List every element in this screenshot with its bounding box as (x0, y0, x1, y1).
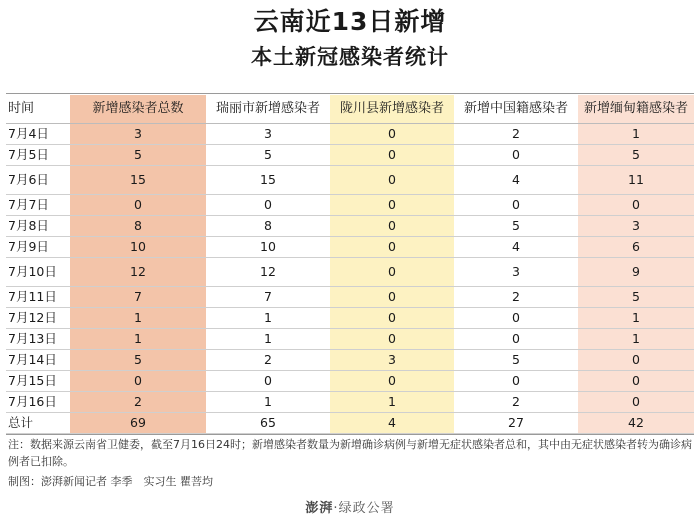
cell-chinese: 27 (454, 413, 578, 434)
cell-chinese: 4 (454, 237, 578, 258)
table-row (6, 350, 694, 371)
credit-line: 制图：澎湃新闻记者 李季 实习生 瞿菩均 (8, 475, 213, 488)
table-row (6, 216, 694, 237)
cell-longchuan: 0 (330, 237, 454, 258)
table-row (6, 166, 694, 195)
cell-chinese: 0 (454, 308, 578, 329)
cell-chinese: 4 (454, 166, 578, 195)
cell-longchuan: 0 (330, 287, 454, 308)
cell-time: 7月11日 (6, 287, 70, 308)
cell-chinese: 5 (454, 216, 578, 237)
table-row (6, 392, 694, 413)
table-row (6, 287, 694, 308)
brand-sub: 绿政公署 (338, 501, 395, 516)
cell-total: 12 (70, 258, 206, 287)
table-top-rule (6, 93, 694, 94)
cell-chinese: 5 (454, 350, 578, 371)
cell-myanmar: 0 (578, 371, 694, 392)
cell-myanmar: 1 (578, 308, 694, 329)
cell-myanmar: 1 (578, 329, 694, 350)
cell-chinese: 0 (454, 329, 578, 350)
cell-total: 10 (70, 237, 206, 258)
brand-main: 澎湃 (305, 501, 334, 516)
page-title: 云南近13日新增 (253, 7, 447, 36)
cell-time: 7月10日 (6, 258, 70, 287)
cell-longchuan: 0 (330, 145, 454, 166)
cell-ruili: 1 (206, 392, 330, 413)
cell-total: 69 (70, 413, 206, 434)
cell-chinese: 2 (454, 287, 578, 308)
cell-total: 15 (70, 166, 206, 195)
cell-longchuan: 0 (330, 195, 454, 216)
cell-myanmar: 3 (578, 216, 694, 237)
cell-myanmar: 9 (578, 258, 694, 287)
cell-longchuan: 3 (330, 350, 454, 371)
cell-longchuan: 0 (330, 124, 454, 145)
cell-total: 1 (70, 329, 206, 350)
cell-myanmar: 6 (578, 237, 694, 258)
cell-longchuan: 0 (330, 166, 454, 195)
cell-myanmar: 5 (578, 287, 694, 308)
cell-total: 5 (70, 350, 206, 371)
cell-ruili: 3 (206, 124, 330, 145)
cell-ruili: 65 (206, 413, 330, 434)
cell-ruili: 7 (206, 287, 330, 308)
cell-time: 7月5日 (6, 145, 70, 166)
brand-logo (0, 497, 700, 516)
stats-table (6, 95, 694, 434)
brand-separator: · (333, 501, 339, 516)
cell-ruili: 1 (206, 329, 330, 350)
table-row (6, 145, 694, 166)
cell-time: 7月13日 (6, 329, 70, 350)
cell-ruili: 2 (206, 350, 330, 371)
table-header-row (6, 95, 694, 124)
cell-ruili: 0 (206, 371, 330, 392)
cell-time: 7月9日 (6, 237, 70, 258)
cell-longchuan: 0 (330, 216, 454, 237)
table-row (6, 124, 694, 145)
cell-total: 7 (70, 287, 206, 308)
column-header-total: 新增感染者总数 (70, 95, 206, 124)
cell-longchuan: 0 (330, 371, 454, 392)
cell-time: 7月15日 (6, 371, 70, 392)
cell-total: 5 (70, 145, 206, 166)
cell-myanmar: 5 (578, 145, 694, 166)
cell-chinese: 0 (454, 371, 578, 392)
cell-total: 0 (70, 371, 206, 392)
cell-total: 8 (70, 216, 206, 237)
cell-ruili: 12 (206, 258, 330, 287)
cell-longchuan: 0 (330, 329, 454, 350)
cell-ruili: 15 (206, 166, 330, 195)
table-row (6, 195, 694, 216)
cell-time: 7月4日 (6, 124, 70, 145)
cell-total: 3 (70, 124, 206, 145)
column-header-longchuan: 陇川县新增感染者 (330, 95, 454, 124)
cell-longchuan: 0 (330, 308, 454, 329)
cell-ruili: 1 (206, 308, 330, 329)
cell-chinese: 3 (454, 258, 578, 287)
table-row (6, 258, 694, 287)
cell-time: 7月8日 (6, 216, 70, 237)
table-row-total (6, 413, 694, 434)
cell-myanmar: 42 (578, 413, 694, 434)
cell-myanmar: 11 (578, 166, 694, 195)
cell-time: 7月14日 (6, 350, 70, 371)
cell-longchuan: 4 (330, 413, 454, 434)
cell-time: 7月7日 (6, 195, 70, 216)
cell-myanmar: 0 (578, 195, 694, 216)
column-header-time: 时间 (6, 95, 70, 124)
cell-ruili: 10 (206, 237, 330, 258)
cell-ruili: 8 (206, 216, 330, 237)
column-header-ruili: 瑞丽市新增感染者 (206, 95, 330, 124)
cell-myanmar: 0 (578, 350, 694, 371)
table-bottom-rule (6, 434, 694, 435)
cell-total: 0 (70, 195, 206, 216)
table-body (6, 124, 694, 434)
cell-chinese: 2 (454, 124, 578, 145)
cell-longchuan: 0 (330, 258, 454, 287)
cell-time: 7月6日 (6, 166, 70, 195)
cell-myanmar: 1 (578, 124, 694, 145)
cell-chinese: 2 (454, 392, 578, 413)
cell-time: 7月12日 (6, 308, 70, 329)
cell-ruili: 0 (206, 195, 330, 216)
cell-chinese: 0 (454, 195, 578, 216)
cell-total: 1 (70, 308, 206, 329)
page-subtitle: 本土新冠感染者统计 (251, 45, 449, 69)
data-source-note: 注：数据来源云南省卫健委，截至7月16日24时；新增感染者数量为新增确诊病例与新增无症状感染者总和，其中由无症状感染者转为确诊病例者已扣除。 (8, 438, 692, 468)
column-header-myanmar: 新增缅甸籍感染者 (578, 95, 694, 124)
table-row (6, 237, 694, 258)
cell-chinese: 0 (454, 145, 578, 166)
cell-total: 2 (70, 392, 206, 413)
cell-time: 总计 (6, 413, 70, 434)
table-row (6, 308, 694, 329)
column-header-chinese: 新增中国籍感染者 (454, 95, 578, 124)
table-row (6, 329, 694, 350)
cell-ruili: 5 (206, 145, 330, 166)
table-row (6, 371, 694, 392)
cell-longchuan: 1 (330, 392, 454, 413)
cell-time: 7月16日 (6, 392, 70, 413)
cell-myanmar: 0 (578, 392, 694, 413)
